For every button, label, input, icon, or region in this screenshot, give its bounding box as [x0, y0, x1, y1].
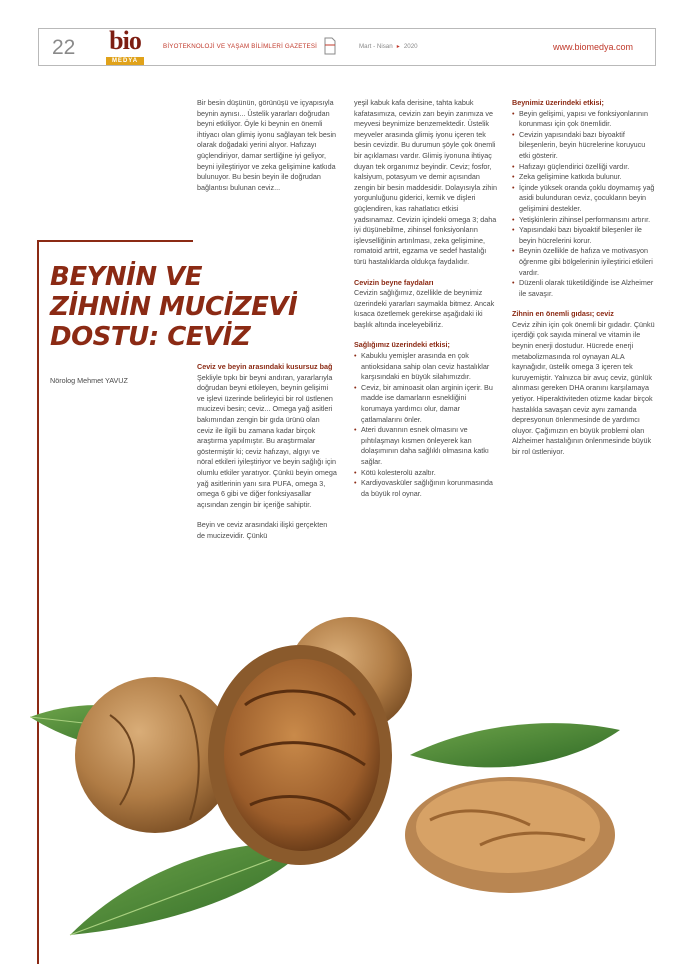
issue-date	[359, 43, 418, 50]
list-item: • Beynin özellikle de hafıza ve motivasyon öğrenme gibi bölgelerinin iyileştirici etkileri vardır.	[512, 246, 658, 278]
intro-column	[197, 98, 337, 193]
brain-effect-list	[512, 109, 658, 300]
section-heading: Zihnin en önemli gıdası; ceviz	[512, 309, 614, 319]
paragraph: Cevizin sağlığımız, özellikle de beynimiz üzerindeki yararları saymakla bitmez. Ancak kısaca özetlemek gerekirse aşağıdaki iki başlık altında inceleyebiliriz.	[354, 288, 495, 329]
list-item: • Hafızayı güçlendirici özelliği vardır.	[512, 162, 658, 173]
section-heading: Cevizin beyne faydaları	[354, 277, 434, 287]
list-item: • İçinde yüksek oranda çoklu doymamış yağ asidi bulunduran ceviz, çocukların beyin gelişimini destekler.	[512, 183, 658, 215]
list-item: • Ateri duvarının esnek olmasını ve pıhtılaşmayı kısmen önleyerek kan dolaşımının daha sağlıklı olmasına katkı sağlar.	[354, 425, 498, 467]
column-three	[512, 98, 658, 458]
list-item: • Kardiyovasküler sağlığının korunmasında da büyük rol oynar.	[354, 478, 498, 499]
walnut-photo	[30, 605, 630, 945]
issue-year: 2020	[403, 43, 418, 50]
article-author: Nörolog Mehmet YAVUZ	[50, 376, 128, 385]
section-heading: Ceviz ve beyin arasındaki kusursuz bağ	[197, 362, 333, 371]
list-item: • Yetişkinlerin zihinsel performansını artırır.	[512, 215, 658, 226]
issue-months: Mart - Nisan	[359, 43, 393, 50]
paragraph: Ceviz zihin için çok önemli bir gıdadır. Çünkü içerdiği çok sayıda mineral ve vitamin ile beynin enerji dostudur. Hücrede enerji metabolizmasında rol oynayan ALA kaynağıdır, üstelik omega 3 içeren tek kuruyemiştir. Yalnızca bir avuç ceviz, günlük alınması gereken DHA oranını karşılamaya yetiyor. Hiperaktiviteden otizme kadar birçok hastalıkla savaşan ceviz aynı zamanda depresyonun önlenmesinde de yardımcı oluyor. Çağımızın en büyük problemi olan Alzheimer hastalığının önlenmesinde büyük bir rol üstleniyor.	[512, 319, 655, 456]
separator-icon: ▸	[396, 43, 400, 50]
intro-paragraph: Bir besin düşünün, görünüşü ve içyapısıyla beynin aynısı... Üstelik yararları doğrudan beyni etkiliyor. Öyle ki beynin en önemli ihtiyacı olan glimiş iyonu sağlayan tek besin olarak doğadaki yerini alıyor. Hafızayı güçlendiriyor, damar sertliğine iyi geliyor, beyni iyileştiriyor ve zeka gelişimine katkıda bulunuyor. Bu besin beyin ile doğrudan bağlantısı bulunan ceviz...	[197, 98, 337, 192]
list-item: • Kabuklu yemişler arasında en çok antioksidana sahip olan ceviz hastalıklar karşısındaki en büyük silahımızdır.	[354, 351, 498, 383]
column-one	[197, 360, 337, 542]
list-item: • Beyin gelişimi, yapısı ve fonksiyonlarının korunması için çok önemlidir.	[512, 109, 658, 130]
list-item: • Yapısındaki bazı biyoaktif bileşenler ile beyin hücrelerini korur.	[512, 225, 658, 246]
list-item: • Zeka gelişimine katkıda bulunur.	[512, 172, 658, 183]
logo-text: bio	[109, 26, 141, 55]
leaf-right	[410, 723, 620, 767]
column-two	[354, 98, 498, 499]
article-title: BEYNİN VE ZİHNİN MUCİZEVİ DOSTU: CEVİZ	[50, 262, 298, 352]
list-item: • Kötü kolesterolü azaltır.	[354, 468, 498, 479]
benefit-list	[354, 351, 498, 499]
logo-subtext: MEDYA	[106, 57, 144, 65]
page-number: 22	[52, 36, 76, 59]
magazine-name: BİYOTEKNOLOJİ VE YAŞAM BİLİMLERİ GAZETESİ	[163, 43, 318, 50]
paragraph: yeşil kabuk kafa derisine, tahta kabuk kafatasımıza, cevizin zarı beyin zarımıza ve meyvesi beynimize benzemektedir. Üstelik meyveler arasında glimiş iyonu içeren tek besin cevizdir. Bu durumun şöyle çok önemli bir açıklaması vardır. Glimiş iyonuna ihtiyaç duyan tek organımız beyindir. Ceviz; fosfor, kalsiyum, potasyum ve demir açısından zengin bir besin maddesidir. Dolayısıyla zihin yorgunluğunu giderici, kemik ve dişleri güçlendiren, kas rahatlatıcı etkisi yadsınamaz. Cevizin içindeki omega 3; daha iyi düşünebilme, zihinsel fonksiyonların işlevselliğinin artırılması, zeka gelişimine, romatoid artrit, egzama ve sedef hastalığı türü hastalıklarda oldukça faydalıdır.	[354, 98, 498, 266]
walnut-kernel-center	[224, 659, 380, 851]
paragraph: Şekliyle tıpkı bir beyni andıran, yararlarıyla doğrudan beyni etkileyen, beynin gelişimi ve işlevi üzerinde belirleyici bir rol üstlenen mucizevi besin; ceviz... Omega yağ asitleri bakımından zengin bir gıda ürünü olan ceviz ile ilgili bu zamana kadar birçok araştırma yapılmıştır. Bu araştırmalar göstermiştir ki; ceviz hafızayı, algıyı ve nöral etkileri iyileştiriyor ve beyin sağlığı için olumlu etkiler yaratıyor. Çünkü beyin omega yağ asitlerinin yanı sıra PUFA, omega 3, omega 6 gibi ve diğer fonksiyasallar açısından zengin bir içeriğe sahiptir.	[197, 372, 337, 509]
list-item: • Cevizin yapısındaki bazı biyoaktif bileşenlerin, beyin hücrelerine koruyucu etki gösterir.	[512, 130, 658, 162]
paragraph: Beyin ve ceviz arasındaki ilişki gerçekten de mucizevidir. Çünkü	[197, 520, 328, 540]
section-heading: Beynimiz üzerindeki etkisi;	[512, 98, 604, 107]
website-link[interactable]: www.biomedya.com	[553, 42, 634, 52]
walnut-kernel-right	[416, 781, 600, 873]
section-heading: Sağlığımız üzerindeki etkisi;	[354, 340, 450, 350]
biomedya-logo[interactable]	[104, 26, 146, 66]
list-item: • Ceviz, bir aminoasit olan arginin içerir. Bu madde ise damarların esnekliğini korumaya yardımcı olur, damar çatlamalarını önler.	[354, 383, 498, 425]
bookmark-icon	[323, 36, 337, 56]
list-item: • Düzenli olarak tüketildiğinde ise Alzheimer ile savaşır.	[512, 278, 658, 299]
frame-top-rule	[37, 240, 193, 242]
